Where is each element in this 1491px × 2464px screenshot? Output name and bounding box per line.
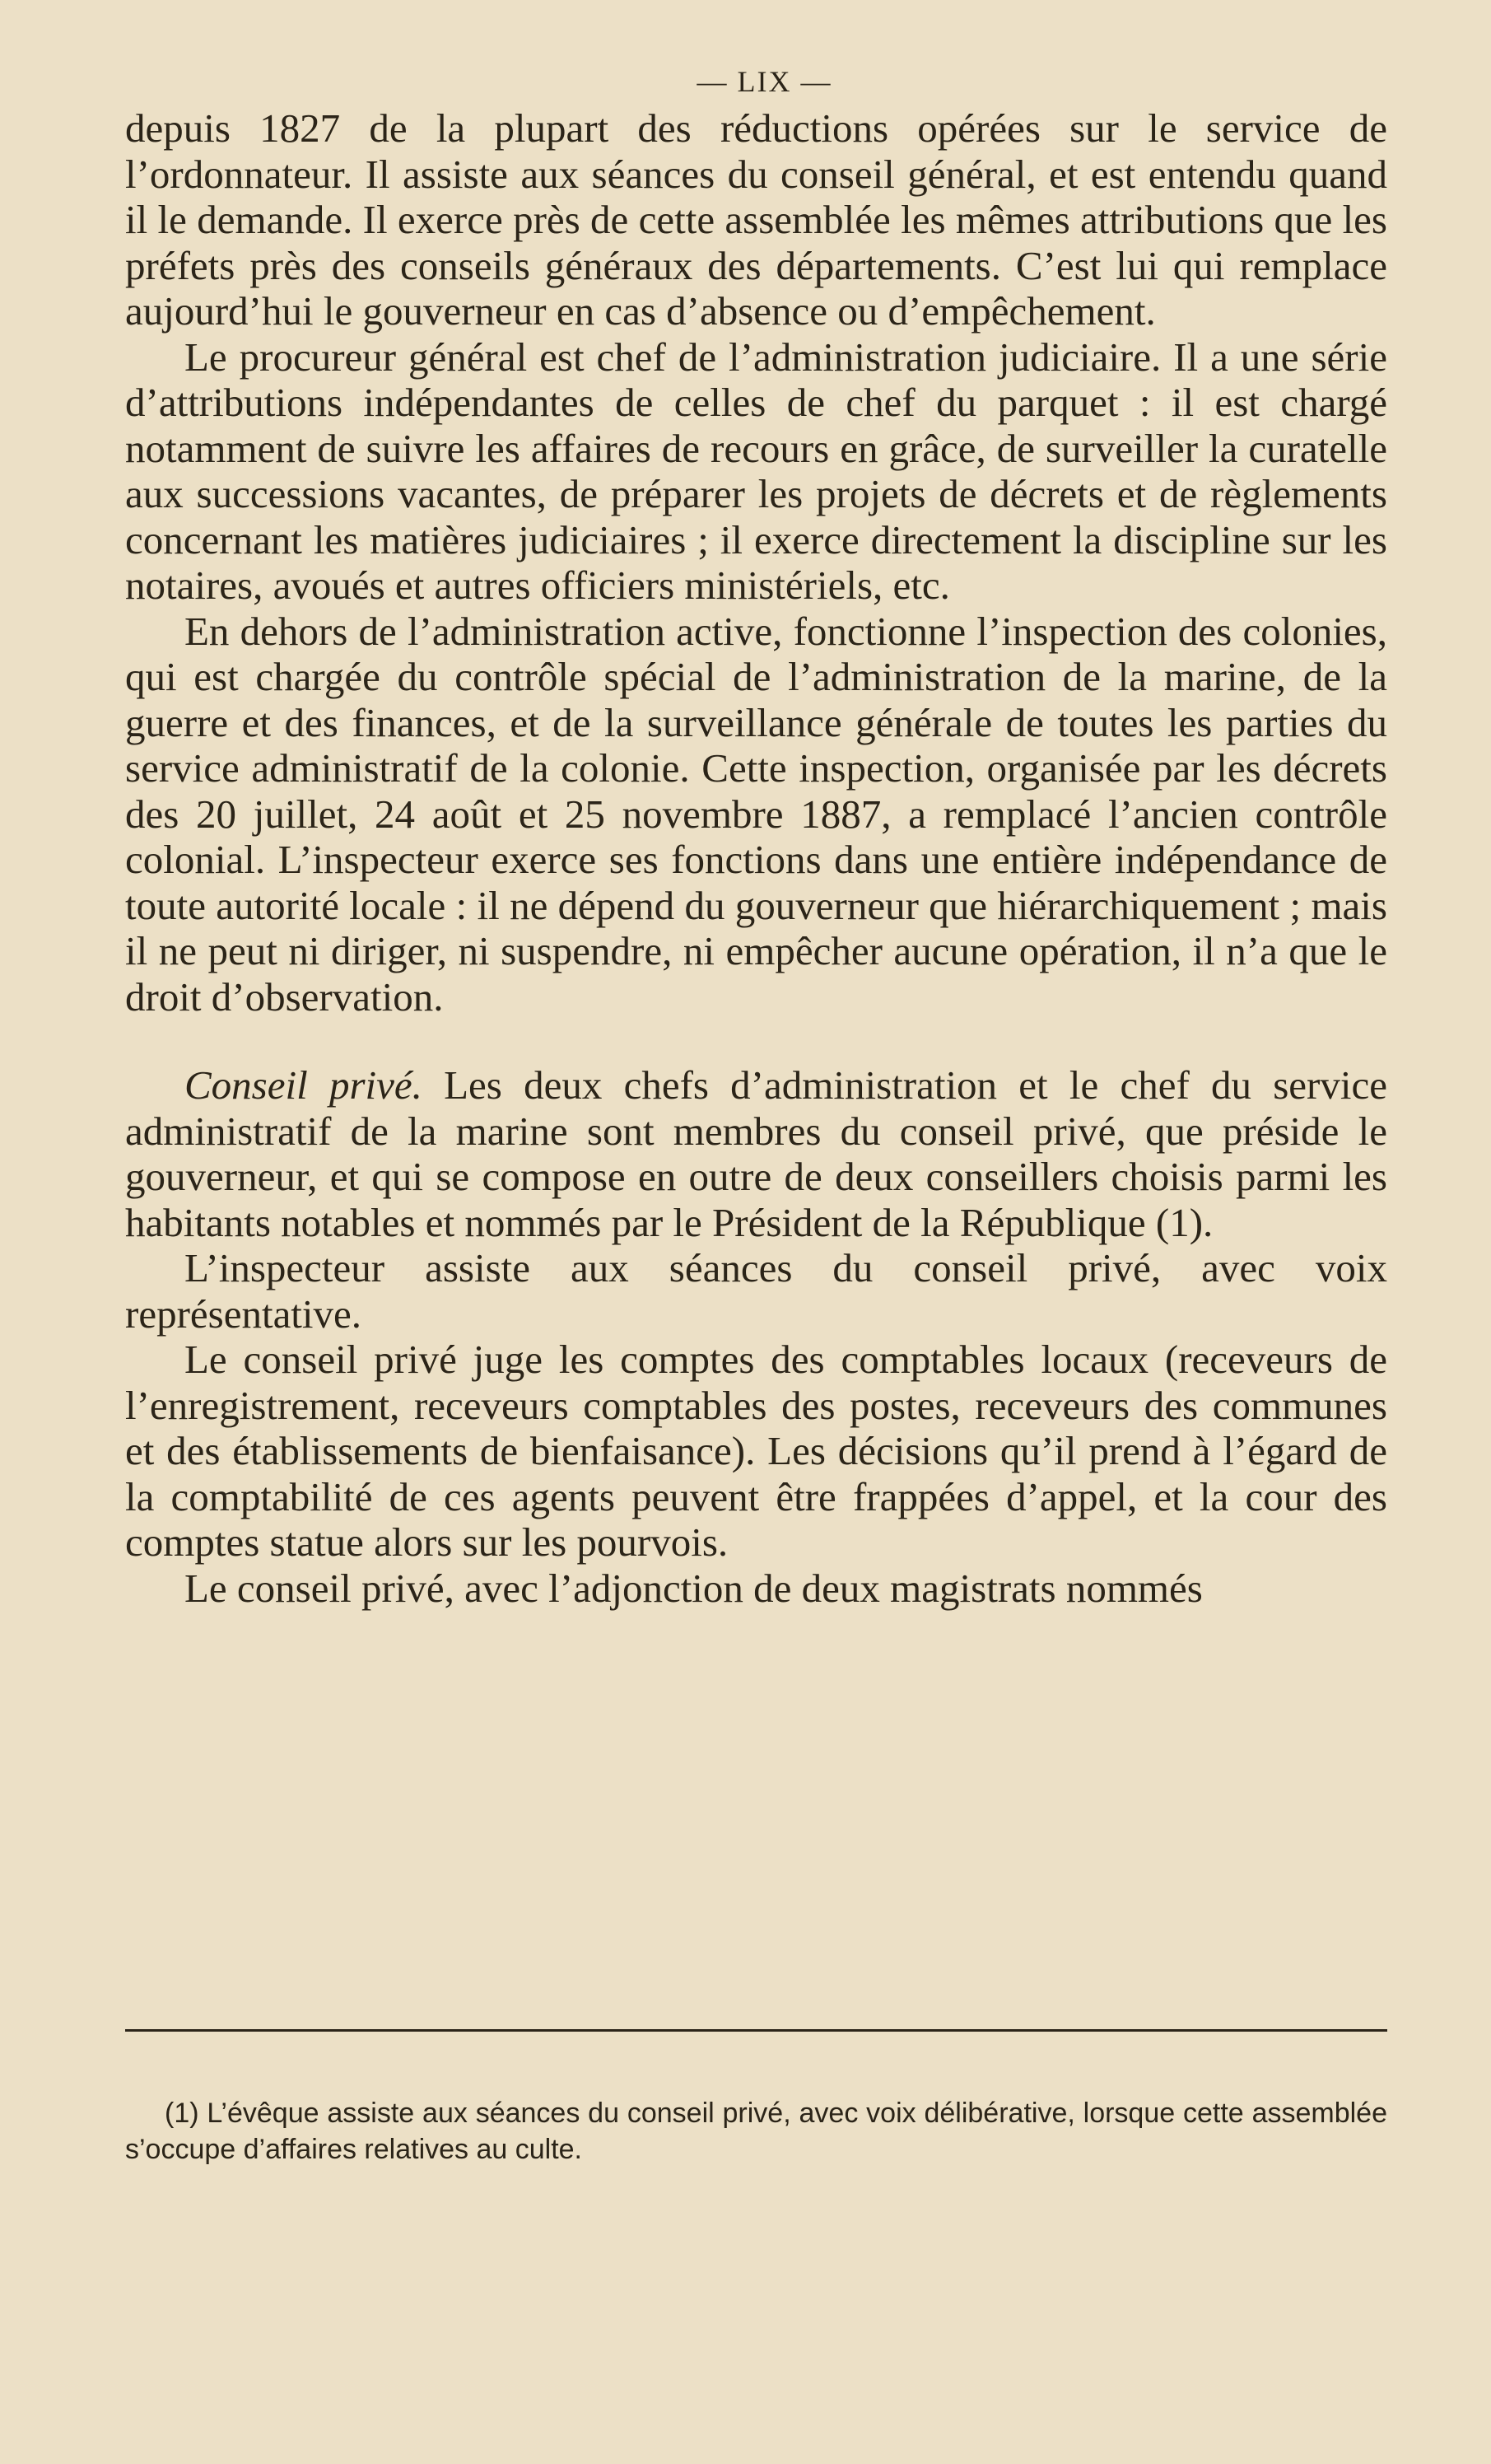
- paragraph-conseil-prive-text: Les deux chefs d’administration et le chef du service administratif de la marine sont membres du conseil privé, que préside le gouverneur, et qui se compose en outre de deux conseillers choisis parmi les habitants notables et nommés par le Président de la République (1).: [125, 1062, 1387, 1245]
- paragraph-inspection-colonies: En dehors de l’administration active, fonctionne l’inspection des colonies, qui est chargée du contrôle spécial de l’administration de la marine, de la guerre et des finances, et de la surveillance générale de toutes les parties du service administratif de la colonie. Cette inspection, organisée par les décrets des 20 juillet, 24 août et 25 novembre 1887, a remplacé l’ancien contrôle colonial. L’inspecteur exerce ses fonctions dans une entière indépendance de toute autorité locale : il ne dépend du gouverneur que hiérarchiquement ; mais il ne peut ni diriger, ni suspendre, ni empêcher aucune opération, il n’a que le droit d’observation.: [125, 608, 1387, 1020]
- paragraph-magistrats: Le conseil privé, avec l’adjonction de deux magistrats nommés: [184, 1565, 1203, 1611]
- footnote-eveque: (1) L’évêque assiste aux séances du conseil privé, avec voix délibérative, lorsque cette assemblée s’occupe d’affaires relatives au culte.: [125, 2098, 1387, 2165]
- footnote-divider: [125, 2029, 1387, 2032]
- body-text: [125, 105, 1387, 1611]
- paragraph-procureur-general: Le procureur général est chef de l’administration judiciaire. Il a une série d’attributions indépendantes de celles de chef du parquet : il est chargé notamment de suivre les affaires de recours en grâce, de surveiller la curatelle aux successions vacantes, de préparer les projets de décrets et de règlements concernant les matières judiciaires ; il exerce directement la discipline sur les notaires, avoués et autres officiers ministériels, etc.: [125, 334, 1387, 608]
- paragraph-ordonnateur: depuis 1827 de la plupart des réductions opérées sur le service de l’ordonnateur. Il assiste aux séances du conseil général, et est entendu quand il le demande. Il exerce près de cette assemblée les mêmes attributions que les préfets près des conseils généraux des départements. C’est lui qui remplace aujourd’hui le gouverneur en cas d’absence ou d’empêchement.: [125, 105, 1387, 334]
- paragraph-inspecteur-voix: L’inspecteur assiste aux séances du conseil privé, avec voix représentative.: [125, 1245, 1387, 1337]
- page-number-header: — LIX —: [697, 65, 832, 98]
- paragraph-comptes-comptables: Le conseil privé juge les comptes des comptables locaux (receveurs de l’enregistrement, receveurs comptables des postes, receveurs des communes et des établissements de bienfaisance). Les décisions qu’il prend à l’égard de la comptabilité de ces agents peuvent être frappées d’appel, et la cour des comptes statue alors sur les pourvois.: [125, 1337, 1387, 1565]
- section-heading-conseil-prive: Conseil privé.: [184, 1062, 422, 1108]
- paragraph-conseil-prive: [125, 1062, 1387, 1245]
